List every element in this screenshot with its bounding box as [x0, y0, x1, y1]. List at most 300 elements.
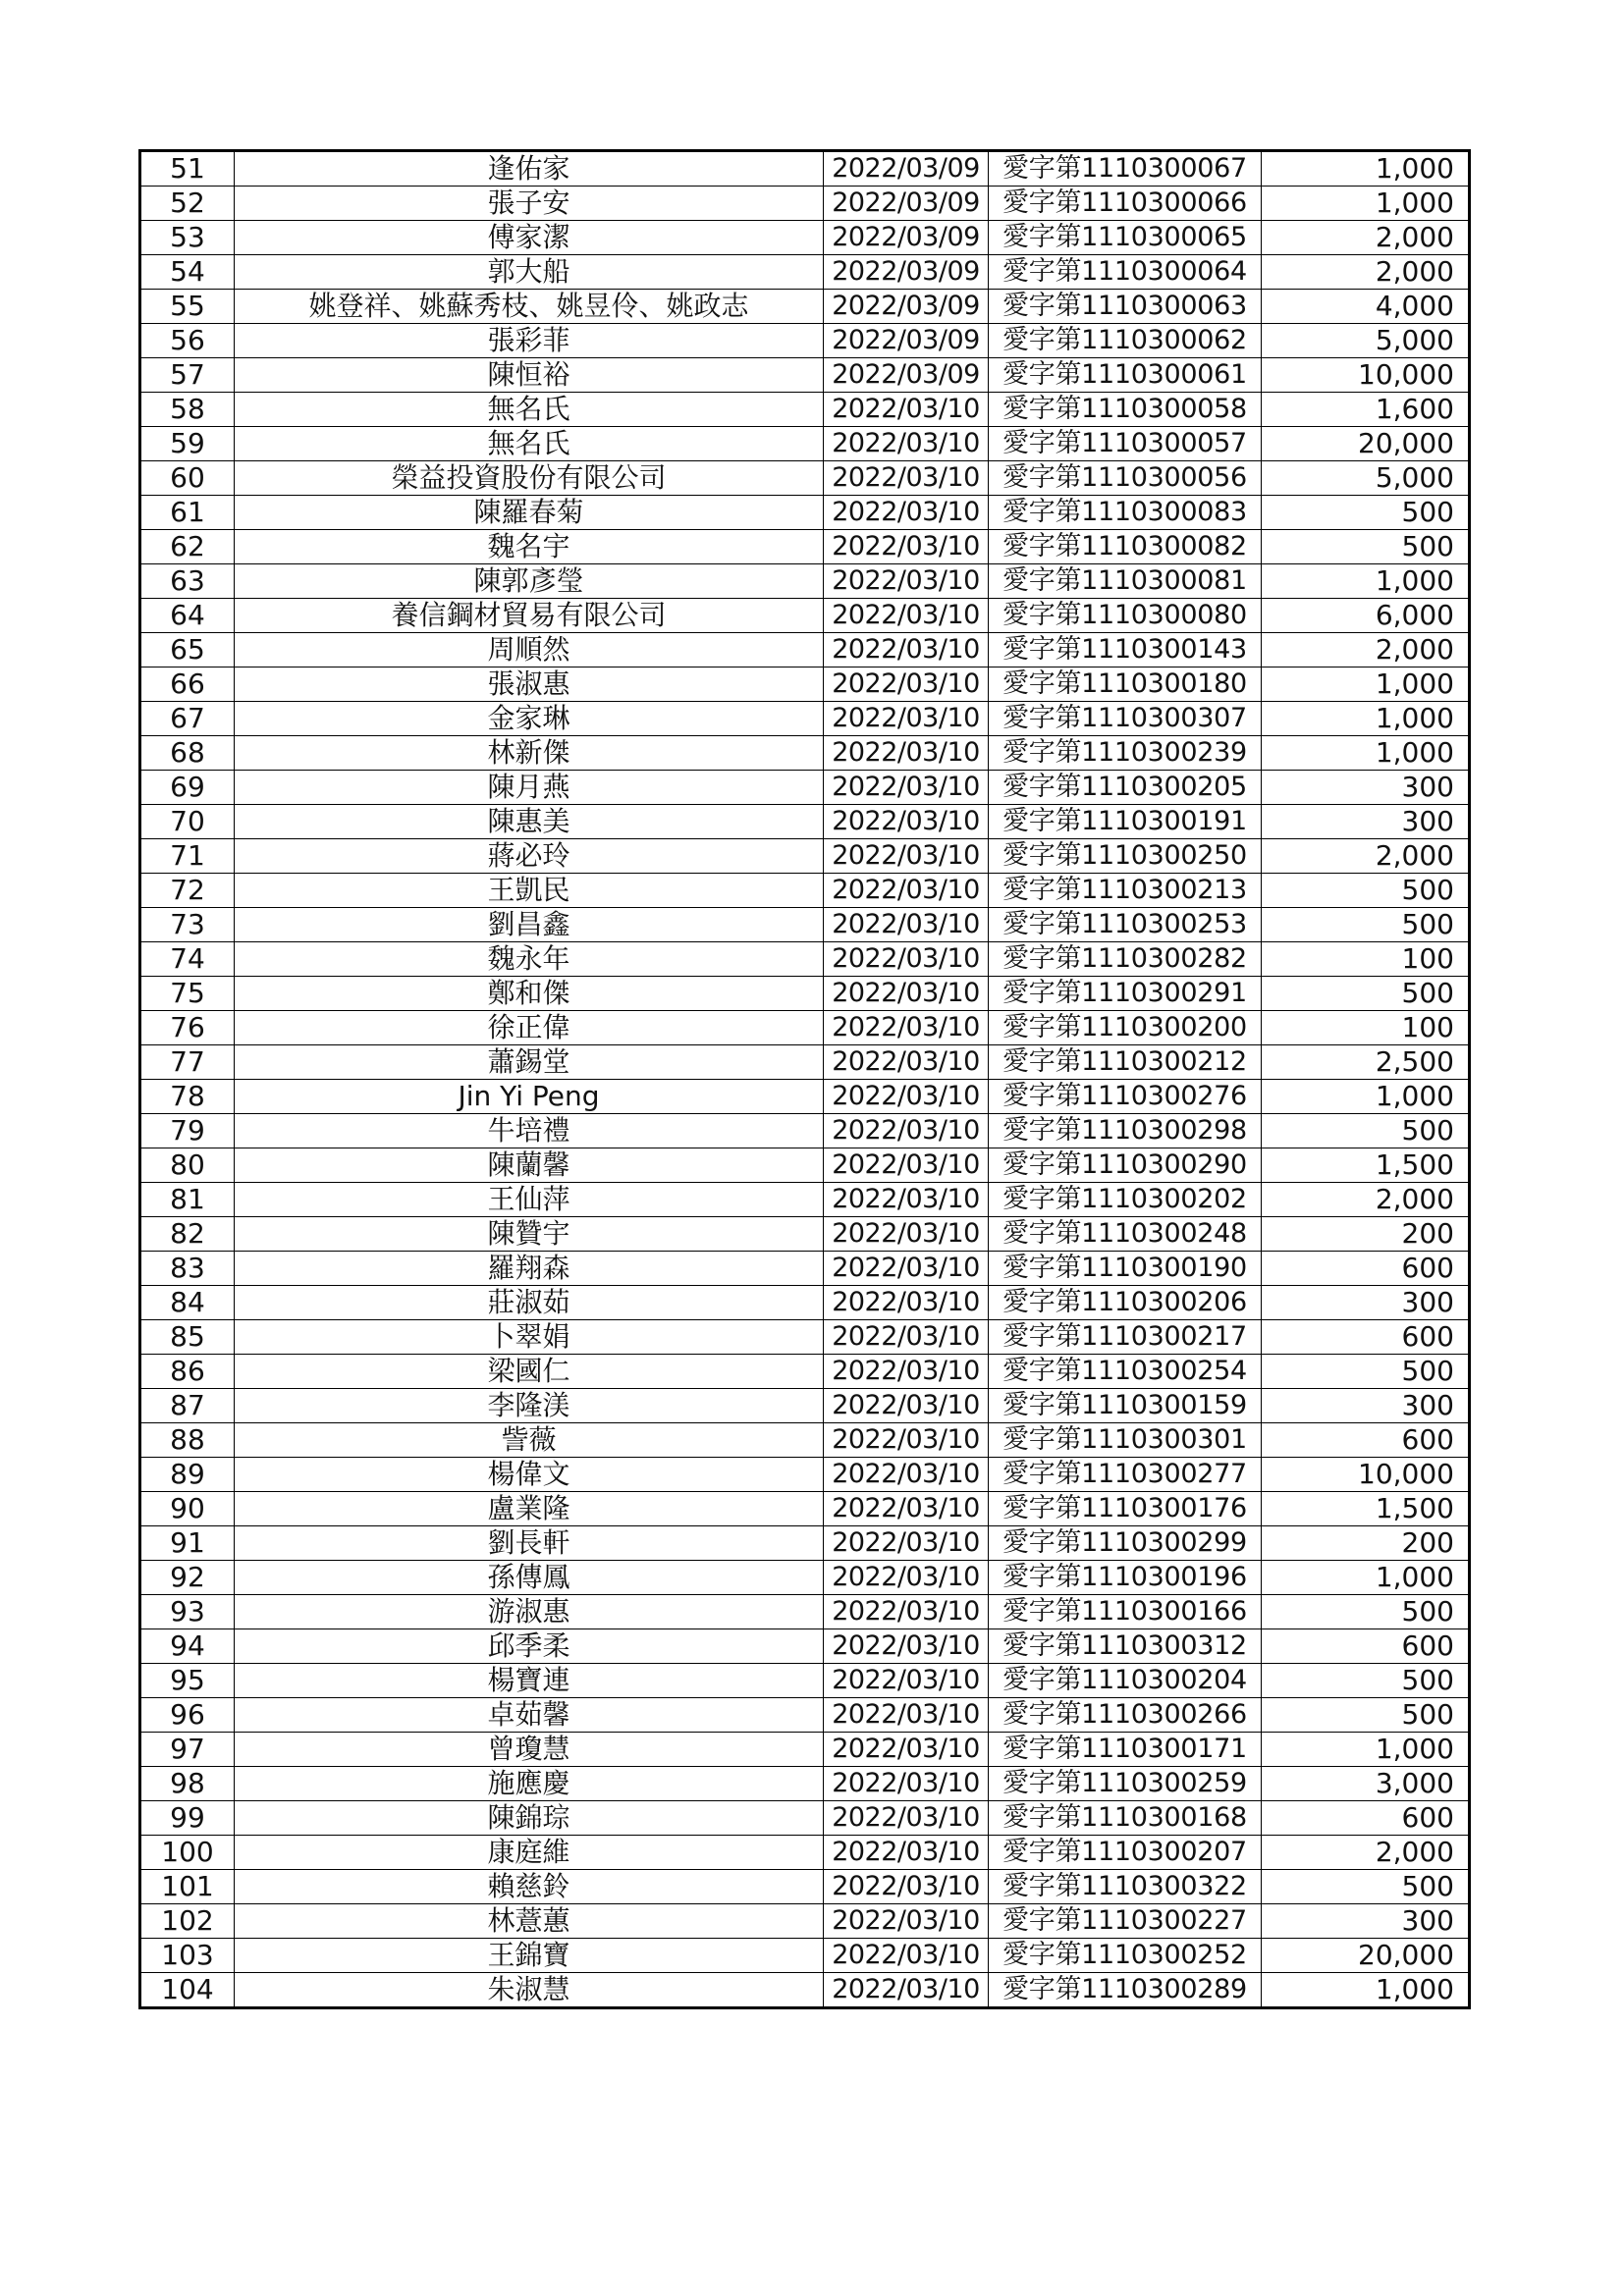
receipt-number-cell: 愛字第1110300276 — [989, 1080, 1262, 1114]
amount-cell: 300 — [1262, 1904, 1470, 1939]
donor-name-cell: 張彩菲 — [235, 324, 824, 358]
donation-date-cell: 2022/03/10 — [824, 1973, 989, 2008]
row-number-cell: 64 — [140, 599, 235, 633]
receipt-number-cell: 愛字第1110300067 — [989, 151, 1262, 187]
donor-name-cell: 陳羅春菊 — [235, 496, 824, 530]
donation-date-cell: 2022/03/10 — [824, 1526, 989, 1561]
donor-name-cell: 羅翔森 — [235, 1252, 824, 1286]
row-number-cell: 62 — [140, 530, 235, 564]
row-number-cell: 101 — [140, 1870, 235, 1904]
receipt-number-cell: 愛字第1110300166 — [989, 1595, 1262, 1629]
donor-name-cell: 梁國仁 — [235, 1355, 824, 1389]
amount-cell: 600 — [1262, 1252, 1470, 1286]
donation-date-cell: 2022/03/09 — [824, 358, 989, 393]
receipt-number-cell: 愛字第1110300143 — [989, 633, 1262, 667]
table-row — [140, 564, 1470, 599]
donor-name-cell: 王錦寶 — [235, 1939, 824, 1973]
donor-name-cell: 陳惠美 — [235, 805, 824, 839]
row-number-cell: 91 — [140, 1526, 235, 1561]
amount-cell: 1,000 — [1262, 1733, 1470, 1767]
table-row — [140, 324, 1470, 358]
donation-table-body — [140, 151, 1470, 2008]
receipt-number-cell: 愛字第1110300212 — [989, 1045, 1262, 1080]
donor-name-cell: 逢佑家 — [235, 151, 824, 187]
receipt-number-cell: 愛字第1110300298 — [989, 1114, 1262, 1148]
receipt-number-cell: 愛字第1110300081 — [989, 564, 1262, 599]
row-number-cell: 81 — [140, 1183, 235, 1217]
donor-name-cell: 邱季柔 — [235, 1629, 824, 1664]
table-row — [140, 1526, 1470, 1561]
donor-name-cell: 張子安 — [235, 187, 824, 221]
donation-date-cell: 2022/03/10 — [824, 1836, 989, 1870]
amount-cell: 2,500 — [1262, 1045, 1470, 1080]
table-row — [140, 1836, 1470, 1870]
donation-date-cell: 2022/03/09 — [824, 151, 989, 187]
donor-name-cell: 林新傑 — [235, 736, 824, 771]
amount-cell: 500 — [1262, 530, 1470, 564]
receipt-number-cell: 愛字第1110300253 — [989, 908, 1262, 942]
donation-date-cell: 2022/03/10 — [824, 1252, 989, 1286]
donation-date-cell: 2022/03/10 — [824, 1045, 989, 1080]
donation-date-cell: 2022/03/10 — [824, 1801, 989, 1836]
donation-date-cell: 2022/03/10 — [824, 1389, 989, 1423]
donation-date-cell: 2022/03/10 — [824, 839, 989, 874]
donor-name-cell: 周順然 — [235, 633, 824, 667]
donation-date-cell: 2022/03/10 — [824, 1595, 989, 1629]
table-row — [140, 187, 1470, 221]
table-row — [140, 1286, 1470, 1320]
amount-cell: 500 — [1262, 1698, 1470, 1733]
donor-name-cell: 郭大船 — [235, 255, 824, 290]
donation-date-cell: 2022/03/10 — [824, 942, 989, 977]
table-row — [140, 1183, 1470, 1217]
donor-name-cell: 朱淑慧 — [235, 1973, 824, 2008]
table-row — [140, 393, 1470, 427]
donation-date-cell: 2022/03/10 — [824, 1561, 989, 1595]
table-row — [140, 290, 1470, 324]
receipt-number-cell: 愛字第1110300290 — [989, 1148, 1262, 1183]
receipt-number-cell: 愛字第1110300202 — [989, 1183, 1262, 1217]
donor-name-cell: 金家琳 — [235, 702, 824, 736]
table-row — [140, 461, 1470, 496]
donation-date-cell: 2022/03/10 — [824, 530, 989, 564]
row-number-cell: 71 — [140, 839, 235, 874]
receipt-number-cell: 愛字第1110300061 — [989, 358, 1262, 393]
donation-date-cell: 2022/03/10 — [824, 633, 989, 667]
table-row — [140, 1423, 1470, 1458]
receipt-number-cell: 愛字第1110300065 — [989, 221, 1262, 255]
amount-cell: 2,000 — [1262, 633, 1470, 667]
table-row — [140, 1080, 1470, 1114]
donation-date-cell: 2022/03/09 — [824, 187, 989, 221]
receipt-number-cell: 愛字第1110300056 — [989, 461, 1262, 496]
donor-name-cell: 張淑惠 — [235, 667, 824, 702]
row-number-cell: 92 — [140, 1561, 235, 1595]
receipt-number-cell: 愛字第1110300250 — [989, 839, 1262, 874]
row-number-cell: 65 — [140, 633, 235, 667]
donation-date-cell: 2022/03/10 — [824, 874, 989, 908]
donation-date-cell: 2022/03/10 — [824, 564, 989, 599]
receipt-number-cell: 愛字第1110300080 — [989, 599, 1262, 633]
donation-date-cell: 2022/03/10 — [824, 702, 989, 736]
amount-cell: 500 — [1262, 1870, 1470, 1904]
row-number-cell: 88 — [140, 1423, 235, 1458]
donation-date-cell: 2022/03/09 — [824, 221, 989, 255]
amount-cell: 500 — [1262, 874, 1470, 908]
amount-cell: 20,000 — [1262, 427, 1470, 461]
table-row — [140, 702, 1470, 736]
amount-cell: 1,000 — [1262, 667, 1470, 702]
row-number-cell: 57 — [140, 358, 235, 393]
table-row — [140, 1664, 1470, 1698]
receipt-number-cell: 愛字第1110300191 — [989, 805, 1262, 839]
row-number-cell: 70 — [140, 805, 235, 839]
amount-cell: 200 — [1262, 1526, 1470, 1561]
table-row — [140, 1733, 1470, 1767]
donation-date-cell: 2022/03/10 — [824, 1629, 989, 1664]
amount-cell: 5,000 — [1262, 461, 1470, 496]
donor-name-cell: 孫傳鳳 — [235, 1561, 824, 1595]
amount-cell: 20,000 — [1262, 1939, 1470, 1973]
table-row — [140, 1698, 1470, 1733]
donor-name-cell: 養信鋼材貿易有限公司 — [235, 599, 824, 633]
table-row — [140, 1629, 1470, 1664]
amount-cell: 3,000 — [1262, 1767, 1470, 1801]
receipt-number-cell: 愛字第1110300289 — [989, 1973, 1262, 2008]
row-number-cell: 59 — [140, 427, 235, 461]
table-row — [140, 908, 1470, 942]
receipt-number-cell: 愛字第1110300307 — [989, 702, 1262, 736]
donor-name-cell: 鄭和傑 — [235, 977, 824, 1011]
table-row — [140, 255, 1470, 290]
row-number-cell: 55 — [140, 290, 235, 324]
receipt-number-cell: 愛字第1110300217 — [989, 1320, 1262, 1355]
donor-name-cell: 陳蘭馨 — [235, 1148, 824, 1183]
donation-date-cell: 2022/03/10 — [824, 1458, 989, 1492]
donor-name-cell: 榮益投資股份有限公司 — [235, 461, 824, 496]
donation-date-cell: 2022/03/10 — [824, 1664, 989, 1698]
row-number-cell: 82 — [140, 1217, 235, 1252]
donation-date-cell: 2022/03/10 — [824, 1286, 989, 1320]
donation-date-cell: 2022/03/10 — [824, 1011, 989, 1045]
row-number-cell: 102 — [140, 1904, 235, 1939]
receipt-number-cell: 愛字第1110300063 — [989, 290, 1262, 324]
receipt-number-cell: 愛字第1110300322 — [989, 1870, 1262, 1904]
donation-date-cell: 2022/03/10 — [824, 1080, 989, 1114]
donation-date-cell: 2022/03/10 — [824, 1767, 989, 1801]
amount-cell: 1,000 — [1262, 702, 1470, 736]
amount-cell: 600 — [1262, 1320, 1470, 1355]
donation-date-cell: 2022/03/10 — [824, 805, 989, 839]
donation-date-cell: 2022/03/10 — [824, 393, 989, 427]
row-number-cell: 99 — [140, 1801, 235, 1836]
amount-cell: 1,000 — [1262, 564, 1470, 599]
table-row — [140, 771, 1470, 805]
row-number-cell: 72 — [140, 874, 235, 908]
donor-name-cell: 牛培禮 — [235, 1114, 824, 1148]
row-number-cell: 86 — [140, 1355, 235, 1389]
table-row — [140, 1011, 1470, 1045]
table-row — [140, 1045, 1470, 1080]
donor-name-cell: 康庭維 — [235, 1836, 824, 1870]
row-number-cell: 51 — [140, 151, 235, 187]
donation-date-cell: 2022/03/10 — [824, 496, 989, 530]
row-number-cell: 63 — [140, 564, 235, 599]
table-row — [140, 667, 1470, 702]
receipt-number-cell: 愛字第1110300282 — [989, 942, 1262, 977]
row-number-cell: 60 — [140, 461, 235, 496]
donation-date-cell: 2022/03/09 — [824, 290, 989, 324]
donation-date-cell: 2022/03/10 — [824, 1217, 989, 1252]
amount-cell: 1,000 — [1262, 1561, 1470, 1595]
donation-date-cell: 2022/03/09 — [824, 255, 989, 290]
receipt-number-cell: 愛字第1110300064 — [989, 255, 1262, 290]
donor-name-cell: 姚登祥、姚蘇秀枝、姚昱伶、姚政志 — [235, 290, 824, 324]
donor-name-cell: 蔣必玲 — [235, 839, 824, 874]
donor-name-cell: 楊偉文 — [235, 1458, 824, 1492]
receipt-number-cell: 愛字第1110300266 — [989, 1698, 1262, 1733]
receipt-number-cell: 愛字第1110300190 — [989, 1252, 1262, 1286]
table-row — [140, 805, 1470, 839]
amount-cell: 1,000 — [1262, 187, 1470, 221]
amount-cell: 300 — [1262, 805, 1470, 839]
donation-list-page — [138, 149, 1468, 2009]
row-number-cell: 94 — [140, 1629, 235, 1664]
donation-date-cell: 2022/03/10 — [824, 599, 989, 633]
row-number-cell: 97 — [140, 1733, 235, 1767]
donation-date-cell: 2022/03/10 — [824, 1904, 989, 1939]
table-row — [140, 151, 1470, 187]
donor-name-cell: 蕭錫堂 — [235, 1045, 824, 1080]
amount-cell: 500 — [1262, 496, 1470, 530]
row-number-cell: 90 — [140, 1492, 235, 1526]
row-number-cell: 69 — [140, 771, 235, 805]
receipt-number-cell: 愛字第1110300196 — [989, 1561, 1262, 1595]
amount-cell: 500 — [1262, 1664, 1470, 1698]
table-row — [140, 1217, 1470, 1252]
table-row — [140, 1801, 1470, 1836]
table-row — [140, 599, 1470, 633]
donation-date-cell: 2022/03/10 — [824, 1492, 989, 1526]
table-row — [140, 1148, 1470, 1183]
donation-date-cell: 2022/03/10 — [824, 736, 989, 771]
row-number-cell: 74 — [140, 942, 235, 977]
donor-name-cell: Jin Yi Peng — [235, 1080, 824, 1114]
amount-cell: 1,000 — [1262, 736, 1470, 771]
receipt-number-cell: 愛字第1110300312 — [989, 1629, 1262, 1664]
donation-date-cell: 2022/03/10 — [824, 977, 989, 1011]
table-row — [140, 977, 1470, 1011]
receipt-number-cell: 愛字第1110300277 — [989, 1458, 1262, 1492]
donation-date-cell: 2022/03/10 — [824, 667, 989, 702]
donor-name-cell: 卜翠娟 — [235, 1320, 824, 1355]
row-number-cell: 83 — [140, 1252, 235, 1286]
row-number-cell: 54 — [140, 255, 235, 290]
donor-name-cell: 傅家潔 — [235, 221, 824, 255]
amount-cell: 300 — [1262, 1286, 1470, 1320]
receipt-number-cell: 愛字第1110300168 — [989, 1801, 1262, 1836]
receipt-number-cell: 愛字第1110300082 — [989, 530, 1262, 564]
amount-cell: 500 — [1262, 977, 1470, 1011]
table-row — [140, 1904, 1470, 1939]
receipt-number-cell: 愛字第1110300213 — [989, 874, 1262, 908]
table-row — [140, 942, 1470, 977]
amount-cell: 1,000 — [1262, 1080, 1470, 1114]
amount-cell: 4,000 — [1262, 290, 1470, 324]
donor-name-cell: 施應慶 — [235, 1767, 824, 1801]
amount-cell: 1,500 — [1262, 1148, 1470, 1183]
amount-cell: 2,000 — [1262, 221, 1470, 255]
receipt-number-cell: 愛字第1110300259 — [989, 1767, 1262, 1801]
table-row — [140, 1561, 1470, 1595]
row-number-cell: 80 — [140, 1148, 235, 1183]
receipt-number-cell: 愛字第1110300207 — [989, 1836, 1262, 1870]
table-row — [140, 427, 1470, 461]
table-row — [140, 496, 1470, 530]
row-number-cell: 53 — [140, 221, 235, 255]
receipt-number-cell: 愛字第1110300057 — [989, 427, 1262, 461]
table-row — [140, 633, 1470, 667]
row-number-cell: 76 — [140, 1011, 235, 1045]
donation-date-cell: 2022/03/10 — [824, 1183, 989, 1217]
donor-name-cell: 陳贊宇 — [235, 1217, 824, 1252]
donor-name-cell: 游淑惠 — [235, 1595, 824, 1629]
table-row — [140, 530, 1470, 564]
donor-name-cell: 李隆渼 — [235, 1389, 824, 1423]
amount-cell: 500 — [1262, 1595, 1470, 1629]
row-number-cell: 77 — [140, 1045, 235, 1080]
donor-name-cell: 陳恒裕 — [235, 358, 824, 393]
amount-cell: 200 — [1262, 1217, 1470, 1252]
row-number-cell: 100 — [140, 1836, 235, 1870]
donor-name-cell: 陳錦琮 — [235, 1801, 824, 1836]
donor-name-cell: 徐正偉 — [235, 1011, 824, 1045]
amount-cell: 600 — [1262, 1423, 1470, 1458]
receipt-number-cell: 愛字第1110300171 — [989, 1733, 1262, 1767]
donation-date-cell: 2022/03/10 — [824, 1148, 989, 1183]
donor-name-cell: 魏永年 — [235, 942, 824, 977]
receipt-number-cell: 愛字第1110300252 — [989, 1939, 1262, 1973]
amount-cell: 10,000 — [1262, 358, 1470, 393]
table-row — [140, 839, 1470, 874]
receipt-number-cell: 愛字第1110300301 — [989, 1423, 1262, 1458]
amount-cell: 2,000 — [1262, 1836, 1470, 1870]
donor-name-cell: 無名氏 — [235, 427, 824, 461]
receipt-number-cell: 愛字第1110300299 — [989, 1526, 1262, 1561]
row-number-cell: 84 — [140, 1286, 235, 1320]
table-row — [140, 1355, 1470, 1389]
donor-name-cell: 王凱民 — [235, 874, 824, 908]
row-number-cell: 87 — [140, 1389, 235, 1423]
receipt-number-cell: 愛字第1110300200 — [989, 1011, 1262, 1045]
amount-cell: 10,000 — [1262, 1458, 1470, 1492]
amount-cell: 1,000 — [1262, 1973, 1470, 2008]
donation-table — [138, 149, 1471, 2009]
receipt-number-cell: 愛字第1110300227 — [989, 1904, 1262, 1939]
row-number-cell: 56 — [140, 324, 235, 358]
receipt-number-cell: 愛字第1110300159 — [989, 1389, 1262, 1423]
amount-cell: 1,600 — [1262, 393, 1470, 427]
row-number-cell: 89 — [140, 1458, 235, 1492]
donation-date-cell: 2022/03/10 — [824, 771, 989, 805]
amount-cell: 600 — [1262, 1801, 1470, 1836]
amount-cell: 2,000 — [1262, 255, 1470, 290]
amount-cell: 500 — [1262, 908, 1470, 942]
amount-cell: 100 — [1262, 942, 1470, 977]
receipt-number-cell: 愛字第1110300066 — [989, 187, 1262, 221]
donor-name-cell: 楊寶連 — [235, 1664, 824, 1698]
row-number-cell: 58 — [140, 393, 235, 427]
row-number-cell: 52 — [140, 187, 235, 221]
donation-date-cell: 2022/03/10 — [824, 461, 989, 496]
donation-date-cell: 2022/03/10 — [824, 1698, 989, 1733]
receipt-number-cell: 愛字第1110300248 — [989, 1217, 1262, 1252]
donor-name-cell: 無名氏 — [235, 393, 824, 427]
receipt-number-cell: 愛字第1110300291 — [989, 977, 1262, 1011]
amount-cell: 1,500 — [1262, 1492, 1470, 1526]
receipt-number-cell: 愛字第1110300206 — [989, 1286, 1262, 1320]
amount-cell: 2,000 — [1262, 1183, 1470, 1217]
amount-cell: 100 — [1262, 1011, 1470, 1045]
table-row — [140, 1320, 1470, 1355]
row-number-cell: 85 — [140, 1320, 235, 1355]
table-row — [140, 1492, 1470, 1526]
row-number-cell: 98 — [140, 1767, 235, 1801]
row-number-cell: 68 — [140, 736, 235, 771]
row-number-cell: 67 — [140, 702, 235, 736]
receipt-number-cell: 愛字第1110300062 — [989, 324, 1262, 358]
amount-cell: 2,000 — [1262, 839, 1470, 874]
table-row — [140, 1114, 1470, 1148]
receipt-number-cell: 愛字第1110300083 — [989, 496, 1262, 530]
amount-cell: 300 — [1262, 1389, 1470, 1423]
row-number-cell: 96 — [140, 1698, 235, 1733]
donation-date-cell: 2022/03/10 — [824, 427, 989, 461]
donation-date-cell: 2022/03/10 — [824, 908, 989, 942]
receipt-number-cell: 愛字第1110300205 — [989, 771, 1262, 805]
table-row — [140, 1458, 1470, 1492]
donation-date-cell: 2022/03/10 — [824, 1423, 989, 1458]
row-number-cell: 79 — [140, 1114, 235, 1148]
donor-name-cell: 賴慈鈴 — [235, 1870, 824, 1904]
table-row — [140, 1252, 1470, 1286]
row-number-cell: 75 — [140, 977, 235, 1011]
table-row — [140, 1870, 1470, 1904]
receipt-number-cell: 愛字第1110300239 — [989, 736, 1262, 771]
receipt-number-cell: 愛字第1110300204 — [989, 1664, 1262, 1698]
row-number-cell: 61 — [140, 496, 235, 530]
donor-name-cell: 林薏蕙 — [235, 1904, 824, 1939]
table-row — [140, 1389, 1470, 1423]
table-row — [140, 221, 1470, 255]
donor-name-cell: 陳月燕 — [235, 771, 824, 805]
donor-name-cell: 曾瓊慧 — [235, 1733, 824, 1767]
row-number-cell: 95 — [140, 1664, 235, 1698]
donation-date-cell: 2022/03/10 — [824, 1114, 989, 1148]
donor-name-cell: 莊淑茹 — [235, 1286, 824, 1320]
donor-name-cell: 盧業隆 — [235, 1492, 824, 1526]
amount-cell: 300 — [1262, 771, 1470, 805]
table-row — [140, 1973, 1470, 2008]
row-number-cell: 78 — [140, 1080, 235, 1114]
amount-cell: 500 — [1262, 1355, 1470, 1389]
donor-name-cell: 劉長軒 — [235, 1526, 824, 1561]
amount-cell: 1,000 — [1262, 151, 1470, 187]
receipt-number-cell: 愛字第1110300180 — [989, 667, 1262, 702]
table-row — [140, 736, 1470, 771]
table-row — [140, 358, 1470, 393]
row-number-cell: 103 — [140, 1939, 235, 1973]
